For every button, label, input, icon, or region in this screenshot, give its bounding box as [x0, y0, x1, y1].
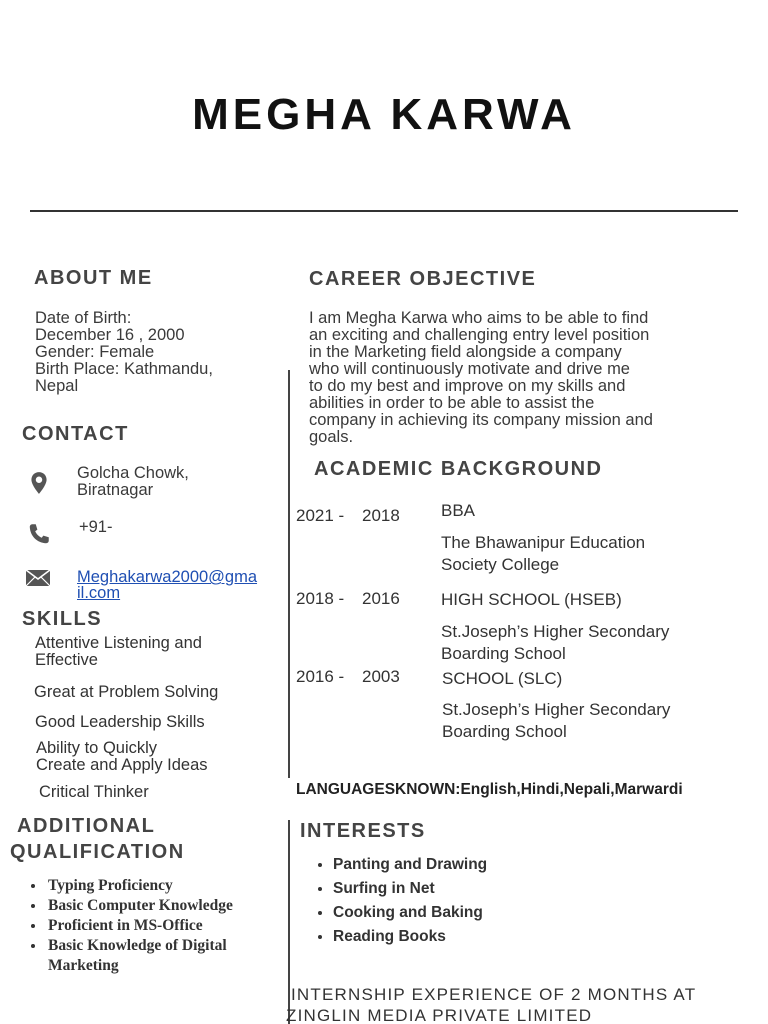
additional-heading	[10, 813, 185, 865]
email-link[interactable]	[77, 569, 257, 601]
phone-wrap	[79, 519, 199, 540]
list-item: • Basic Computer Knowledge	[46, 896, 281, 916]
career-heading: CAREER OBJECTIVE	[309, 268, 537, 290]
contact-heading: CONTACT	[22, 423, 129, 445]
year-from: 2016 -	[296, 667, 345, 686]
career-line: abilities in order to be able to assist the	[309, 394, 595, 412]
about-heading: ABOUT ME	[34, 267, 153, 289]
skill-item	[36, 740, 208, 774]
skill-line: Effective	[35, 651, 98, 669]
degree-title: HIGH SCHOOL (HSEB)	[441, 590, 622, 609]
skill-item: Good Leadership Skills	[35, 713, 205, 731]
career-line: goals.	[309, 428, 354, 446]
about-line: December 16 , 2000	[35, 326, 185, 344]
internship-line: ZINGLIN MEDIA PRIVATE LIMITED	[286, 1006, 593, 1022]
internship-line: INTERNSHIP EXPERIENCE OF 2 MONTHS AT	[291, 985, 697, 1004]
career-line: in the Marketing field alongside a company	[309, 343, 622, 361]
internship-section	[286, 984, 756, 1022]
envelope-icon	[25, 569, 51, 587]
email-line[interactable]: il.com	[77, 584, 121, 602]
list-item: • Panting and Drawing	[333, 853, 487, 877]
resume-name: MEGHA KARWA	[192, 90, 576, 139]
skill-item: Great at Problem Solving	[34, 683, 219, 701]
about-line: Nepal	[35, 377, 79, 395]
skill-item	[35, 635, 202, 669]
skill-line: Ability to Quickly	[36, 739, 158, 757]
school-line: Boarding School	[442, 722, 567, 741]
skill-item: Critical Thinker	[39, 783, 149, 801]
year-from: 2021 -	[296, 506, 345, 525]
school-name	[441, 532, 645, 576]
address-line: Golcha Chowk,	[77, 464, 189, 482]
list-item: • Cooking and Baking	[333, 901, 487, 925]
address-line: Biratnagar	[77, 481, 154, 499]
list-item: • Basic Knowledge of Digital Marketing	[46, 936, 281, 976]
school-line: St.Joseph’s Higher Secondary	[441, 622, 670, 641]
school-line: St.Joseph’s Higher Secondary	[442, 700, 671, 719]
interests-list	[291, 853, 487, 949]
interests-heading: INTERESTS	[300, 820, 426, 842]
degree-title: SCHOOL (SLC)	[442, 669, 563, 688]
career-line: I am Megha Karwa who aims to be able to find	[309, 309, 649, 327]
year-to: 2016	[362, 589, 400, 608]
year-from: 2018 -	[296, 589, 345, 608]
phone-number[interactable]: +91-	[79, 519, 113, 536]
career-line: to do my best and improve on my skills and	[309, 377, 626, 395]
about-details	[35, 310, 213, 395]
career-line: company in achieving its company mission and	[309, 411, 653, 429]
header-divider	[30, 210, 738, 212]
languages-known: LANGUAGESKNOWN:English,Hindi,Nepali,Marwardi	[296, 781, 683, 798]
academic-heading: ACADEMIC BACKGROUND	[314, 458, 603, 480]
school-line: The Bhawanipur Education	[441, 533, 646, 552]
career-text	[309, 310, 653, 446]
about-line: Birth Place: Kathmandu,	[35, 360, 213, 378]
skill-line: Attentive Listening and	[35, 634, 202, 652]
about-line: Gender: Female	[35, 343, 155, 361]
year-to: 2003	[362, 667, 400, 686]
skills-heading: SKILLS	[22, 608, 103, 630]
map-pin-icon	[26, 470, 52, 496]
school-name	[441, 621, 669, 665]
list-item: • Typing Proficiency	[46, 876, 281, 896]
career-line: an exciting and challenging entry level position	[309, 326, 650, 344]
heading-line: ADDITIONAL	[17, 815, 156, 837]
list-item: • Surfing in Net	[333, 877, 487, 901]
email-line[interactable]: Meghakarwa2000@gma	[77, 568, 258, 586]
career-line: who will continuously motivate and drive me	[309, 360, 630, 378]
contact-address	[77, 465, 189, 499]
list-item: • Reading Books	[333, 925, 487, 949]
school-name	[442, 699, 670, 743]
school-line: Society College	[441, 555, 560, 574]
skill-line: Create and Apply Ideas	[36, 756, 208, 774]
phone-icon	[26, 521, 52, 547]
additional-list	[0, 876, 281, 976]
list-item: • Proficient in MS-Office	[46, 916, 281, 936]
about-line: Date of Birth:	[35, 309, 132, 327]
school-line: Boarding School	[441, 644, 566, 663]
year-to: 2018	[362, 506, 400, 525]
heading-line: QUALIFICATION	[10, 841, 185, 863]
degree-title: BBA	[441, 501, 476, 520]
column-divider-upper	[288, 370, 290, 778]
